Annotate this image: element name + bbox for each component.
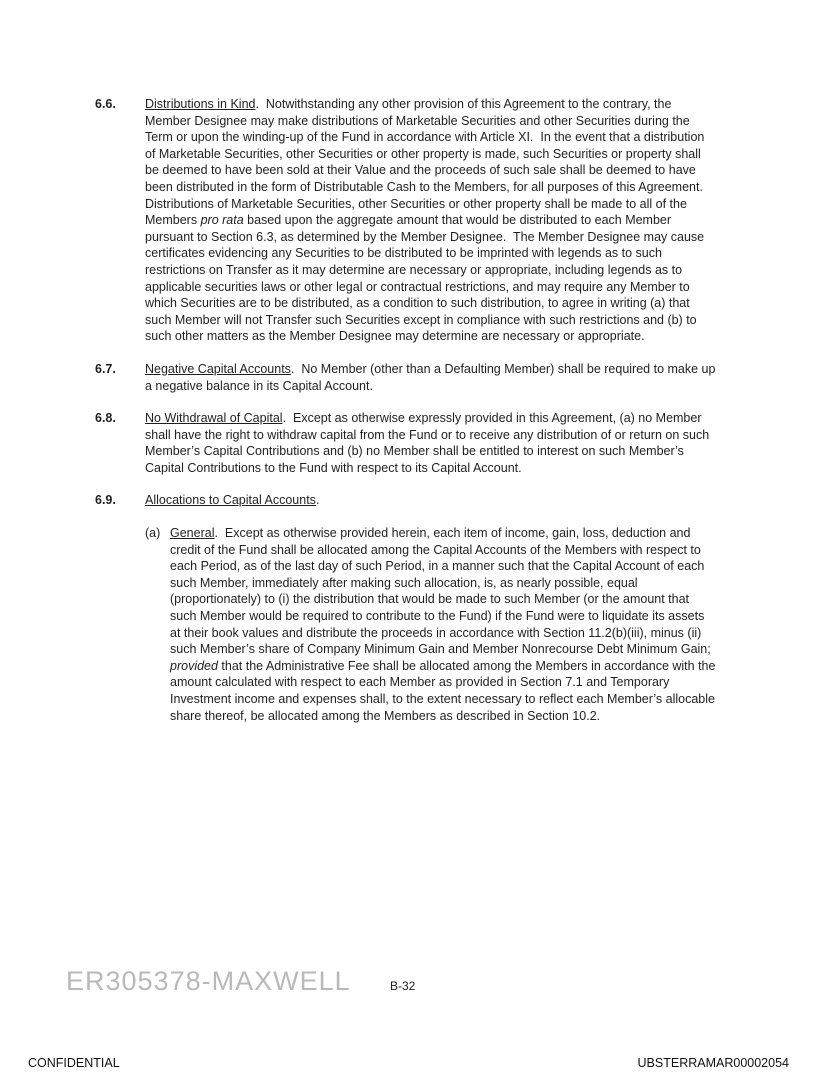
- subsection-6-9-a: [145, 525, 720, 724]
- bates-watermark: ER305378-MAXWELL: [66, 966, 351, 996]
- section-6-6: [95, 96, 720, 345]
- subsection-heading-run: General: [170, 526, 215, 541]
- body-run: . Except as otherwise expressly provided in this Agreement, (a) no Member shall have the right to withdraw capital from the Fund or to receive any distribution of or return on such Member’s Capital Contributions and (b) no Member shall be entitled to interest on such Member’s Capital Contributions to the Fund with respect to its Capital Account.: [145, 411, 713, 475]
- bates-number: UBSTERRAMAR00002054: [637, 1056, 789, 1070]
- body-run: based upon the aggregate amount that would be distributed to each Member pursuant to Section 6.3, as determined by the Member Designee. The Member Designee may cause certificates evidencing any Securities to be distributed to be imprinted with legends as to such restrictions on Transfer as it may determine are necessary or appropriate, including legends as to applicable securities laws or other legal or contractual restrictions, and may require any Member to which Securities are to be distributed, as a condition to such distribution, to agree in writing (a) that such Member will not Transfer such Securities except in compliance with such restrictions and (b) to such other matters as the Member Designee may determine are necessary or appropriate.: [145, 213, 708, 344]
- page-number: B-32: [390, 979, 416, 993]
- body-run: . Except as otherwise provided herein, each item of income, gain, loss, deduction and credit of the Fund shall be allocated among the Capital Accounts of the Members with respect to each Period, as of the last day of such Period, in a manner such that the Capital Account of each such Member, immediately after making such allocation, is, as nearly possible, equal (proportionately) to (i) the distribution that would be made to such Member (or the amount that such Member would be required to contribute to the Fund) if the Fund were to liquidate its assets at their book values and distribute the proceeds in accordance with Section 11.2(b)(iii), minus (ii) such Member’s share of Company Minimum Gain and Member Nonrecourse Debt Minimum Gain;: [170, 526, 715, 657]
- italic-run: pro rata: [200, 213, 244, 228]
- section-number: 6.8.: [95, 411, 116, 426]
- body-run: .: [315, 493, 320, 508]
- confidential-stamp: CONFIDENTIAL: [28, 1056, 120, 1070]
- section-number: 6.7.: [95, 361, 116, 376]
- section-heading-run: Negative Capital Accounts: [145, 361, 291, 376]
- body-run: that the Administrative Fee shall be allocated among the Members in accordance with the amount calculated with respect to each Member as provided in Section 7.1 and Temporary Investment income and expenses shall, to the extent necessary to reflect each Member’s allocable share thereof, be allocated among the Members as described in Section 10.2.: [170, 658, 719, 723]
- section-heading-run: Distributions in Kind: [145, 97, 256, 111]
- section-paragraph: [145, 96, 718, 345]
- body-run: . Notwithstanding any other provision of this Agreement to the contrary, the Member Designee may make distributions of Marketable Securities and other Securities during the Term or upon the winding-up of the Fund in accordance with Article XI. In the event that a distribution of Marketable Securities, other Securities or other property is made, such Securities or property shall be deemed to have been sold at their Value and the proceeds of such sale shall be deemed to have been distributed in the form of Distributable Cash to the Members, for all purposes of this Agreement. Distributions of Marketable Securities, other Securities or other property shall be made to all of the Members: [145, 97, 710, 228]
- section-paragraph: [145, 410, 718, 476]
- section-6-7: [95, 361, 720, 394]
- section-heading-run: Allocations to Capital Accounts: [145, 493, 316, 508]
- section-heading-run: No Withdrawal of Capital: [145, 411, 283, 426]
- subsection-paragraph: [170, 525, 719, 724]
- section-number: 6.6.: [95, 97, 116, 111]
- subsection-label: (a): [145, 526, 161, 541]
- section-6-9: [95, 492, 720, 509]
- document-body: [95, 96, 720, 740]
- section-paragraph: [145, 492, 718, 509]
- section-number: 6.9.: [95, 493, 116, 508]
- body-run: . No Member (other than a Defaulting Member) shall be required to make up a negative balance in its Capital Account.: [145, 361, 719, 393]
- section-paragraph: [145, 361, 718, 394]
- italic-run: provided: [170, 658, 218, 673]
- section-6-8: [95, 410, 720, 476]
